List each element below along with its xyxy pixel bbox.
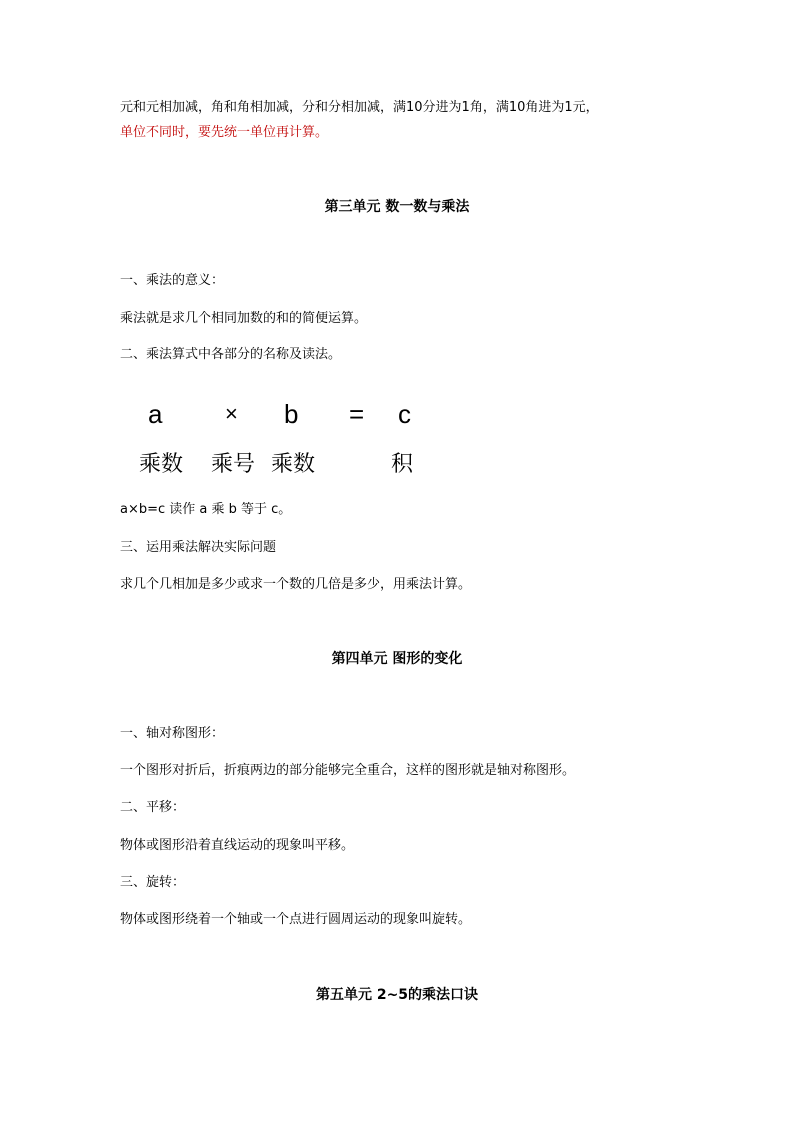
unit4-section3-title: 三、旋转： — [120, 875, 186, 890]
formula-name-product: 积 — [391, 452, 414, 477]
unit3-heading: 第三单元 数一数与乘法 — [324, 199, 470, 215]
unit2-rule-line2: 单位不同时，要先统一单位再计算。 — [120, 125, 329, 140]
formula-name-multiplicand: 乘数 — [139, 452, 184, 477]
unit3-section1-title: 一、乘法的意义： — [120, 273, 225, 288]
formula-times: × — [225, 401, 238, 426]
formula-b: b — [284, 399, 299, 429]
unit4-section2-title: 二、平移： — [120, 800, 186, 815]
unit4-section1-body: 一个图形对折后，折痕两边的部分能够完全重合，这样的图形就是轴对称图形。 — [120, 763, 576, 778]
unit5-heading: 第五单元 2~5的乘法口诀 — [315, 987, 479, 1003]
unit2-rule-line1: 元和元相加减，角和角相加减，分和分相加减，满10分进为1角，满10角进为1元， — [120, 100, 599, 115]
formula-eq: = — [349, 399, 365, 429]
unit3-section2-title: 二、乘法算式中各部分的名称及读法。 — [120, 347, 342, 362]
unit4-section3-body: 物体或图形绕着一个轴或一个点进行圆周运动的现象叫旋转。 — [120, 912, 472, 927]
unit3-reading: a×b=c 读作 a 乘 b 等于 c。 — [120, 502, 292, 517]
formula-name-multiplier: 乘数 — [271, 452, 316, 477]
unit3-section3-title: 三、运用乘法解决实际问题 — [120, 540, 277, 555]
unit4-section1-title: 一、轴对称图形： — [120, 726, 225, 741]
formula-c: c — [398, 399, 411, 429]
unit4-heading: 第四单元 图形的变化 — [331, 651, 463, 667]
unit3-section1-body: 乘法就是求几个相同加数的和的简便运算。 — [120, 311, 368, 326]
formula-a: a — [148, 399, 163, 429]
unit3-section3-body: 求几个几相加是多少或求一个数的几倍是多少，用乘法计算。 — [120, 577, 472, 592]
unit4-section2-body: 物体或图形沿着直线运动的现象叫平移。 — [120, 838, 355, 853]
formula-name-times-sign: 乘号 — [211, 452, 256, 477]
